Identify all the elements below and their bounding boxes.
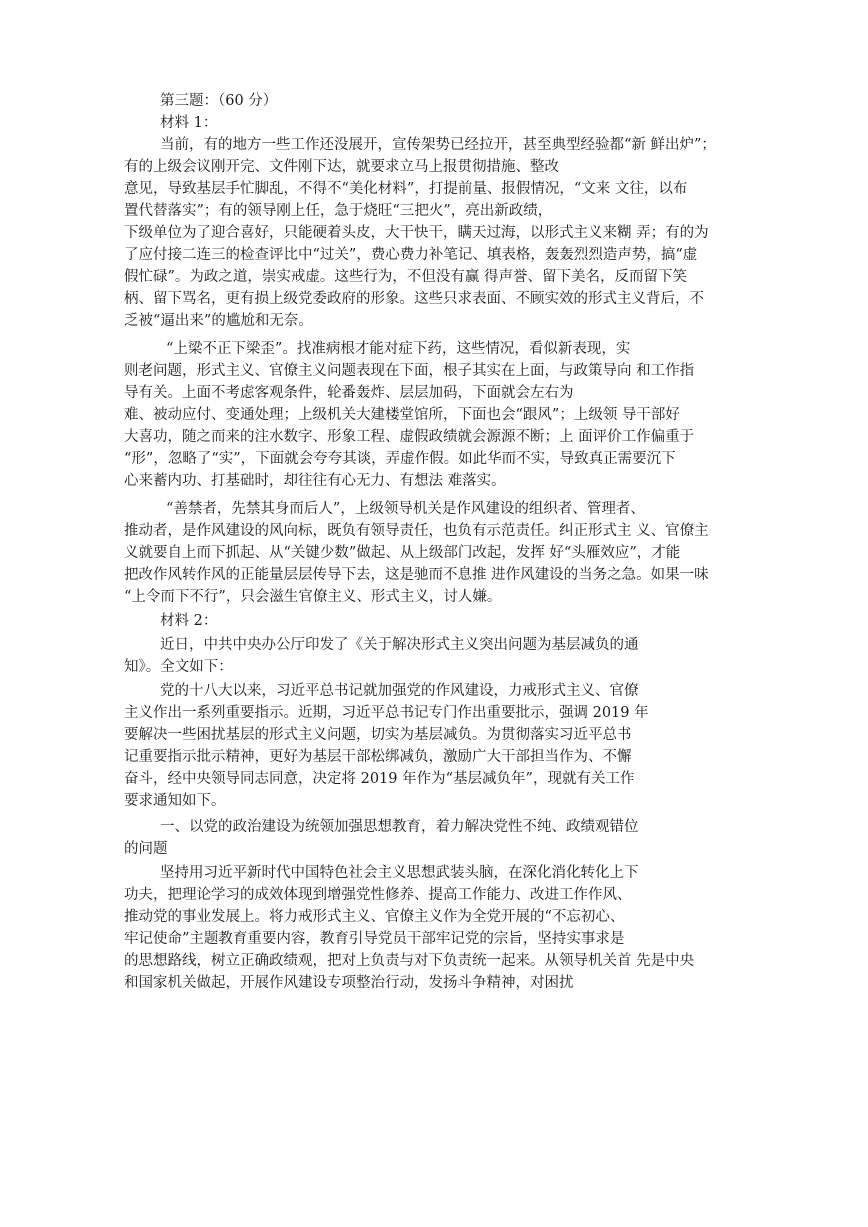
material-label: 材料 1：: [160, 115, 218, 131]
text-line-content: 意见，导致基层手忙脚乱，不得不“美化材料”，打提前量、报假情况，“文来 文往，以布: [124, 181, 688, 197]
text-line: 有的上级会议刚开完、文件刚下达，就要求立马上报贯彻措施、整改: [124, 159, 559, 175]
text-line: 了应付接二连三的检查评比中“过关”，费心费力补笔记、填表格，轰轰烈烈造声势，搞“虚: [124, 247, 698, 263]
text-line: “上令而下不行”，只会滋生官僚主义、形式主义，讨人嫌。: [124, 589, 502, 605]
text-line: “形”，忽略了“实”，下面就会夸夸其谈，弄虚作假。如此华而不实，导致真正需要沉下: [124, 451, 676, 467]
text-line: 置代替落实”；有的领导刚上任，急于烧旺“三把火”，亮出新政绩，: [124, 203, 553, 219]
text-line: “善禁者，先禁其身而后人”，上级领导机关是作风建设的组织者、管理者、: [166, 501, 645, 517]
text-line: 当前，有的地方一些工作还没展开，宣传架势已经拉开，甚至典型经验都“新 鲜出炉”；: [160, 137, 716, 153]
material-label: 材料 2：: [160, 613, 218, 629]
text-line: 心来蓄内功、打基础时，却往往有心无力、有想法 难落实。: [124, 473, 506, 489]
text-line: 义就要自上而下抓起、从“关键少数”做起、从上级部门改起，发挥 好“头雁效应”，才能: [124, 545, 681, 561]
text-line: 主义作出一系列重要指示。近期，习近平总书记专门作出重要批示，强调 2019 年: [124, 705, 649, 721]
text-line: 的问题: [124, 841, 168, 857]
text-line: 则老问题，形式主义、官僚主义问题表现在下面，根子其实在上面，与政策导向 和工作指: [124, 363, 695, 379]
text-line: 坚持用习近平新时代中国特色社会主义思想武装头脑，在深化消化转化上下: [160, 865, 639, 881]
text-line: 知》。全文如下：: [124, 659, 233, 675]
section-heading: 第三题：（60 分）: [160, 93, 278, 109]
text-line: 难、被动应付、变通处理；上级机关大建楼堂馆所，下面也会“跟风”；上级领 导干部好: [124, 407, 680, 423]
text-line: 的思想路线，树立正确政绩观，把对上负责与对下负责统一起来。从领导机关首 先是中央: [124, 953, 695, 969]
text-line: 牢记使命”主题教育重要内容，教育引导党员干部牢记党的宗旨，坚持实事求是: [124, 931, 625, 947]
text-line: 导有关。上面不考虑客观条件，轮番轰炸、层层加码，下面就会左右为: [124, 385, 574, 401]
text-line: 和国家机关做起，开展作风建设专项整治行动，发扬斗争精神，对困扰: [124, 975, 574, 991]
text-line: 推动党的事业发展上。将力戒形式主义、官僚主义作为全党开展的“不忘初心、: [124, 909, 625, 925]
text-line: 功夫，把理论学习的成效体现到增强党性修养、提高工作能力、改进工作作风、: [124, 887, 632, 903]
text-line: 推动者，是作风建设的风向标，既负有领导责任，也负有示范责任。纠正形式主 义、官僚主: [124, 523, 709, 539]
text-line: 柄、留下骂名，更有损上级党委政府的形象。这些只求表面、不顾实效的形式主义背后，不: [124, 291, 704, 307]
text-line: 大喜功，随之而来的注水数字、形象工程、虚假政绩就会源源不断；上 面评价工作偏重于: [124, 429, 695, 445]
text-line: 要求通知如下。: [124, 793, 226, 809]
text-line: 下级单位为了迎合喜好，只能硬着头皮，大干快干，瞒天过海，以形式主义来糊 弄；有的为: [124, 225, 709, 241]
text-line: 奋斗，经中央领导同志同意，决定将 2019 年作为“基层减负年”，现就有关工作: [124, 771, 635, 787]
text-line: 一、以党的政治建设为统领加强思想教育，着力解决党性不纯、政绩观错位: [160, 819, 639, 835]
text-line: 要解决一些困扰基层的形式主义问题，切实为基层减负。为贯彻落实习近平总书: [124, 727, 632, 743]
text-line: “上梁不正下梁歪”。找准病根才能对症下药，这些情况，看似新表现，实: [166, 341, 631, 357]
text-line: 记重要指示批示精神，更好为基层干部松绑减负，激励广大干部担当作为、不懈: [124, 749, 632, 765]
text-line: 党的十八大以来，习近平总书记就加强党的作风建设，力戒形式主义、官僚: [160, 683, 639, 699]
text-line: 假忙碌”。为政之道，崇实戒虚。这些行为，不但没有赢 得声誉、留下美名，反而留下笑: [124, 269, 688, 285]
text-line: 近日，中共中央办公厅印发了《关于解决形式主义突出问题为基层减负的通: [160, 637, 639, 653]
text-line: [124, 178, 744, 200]
text-line: 把改作风转作风的正能量层层传导下去，这是驰而不息推 进作风建设的当务之急。如果一味: [124, 567, 709, 583]
text-line: 乏被“逼出来”的尴尬和无奈。: [124, 313, 313, 329]
